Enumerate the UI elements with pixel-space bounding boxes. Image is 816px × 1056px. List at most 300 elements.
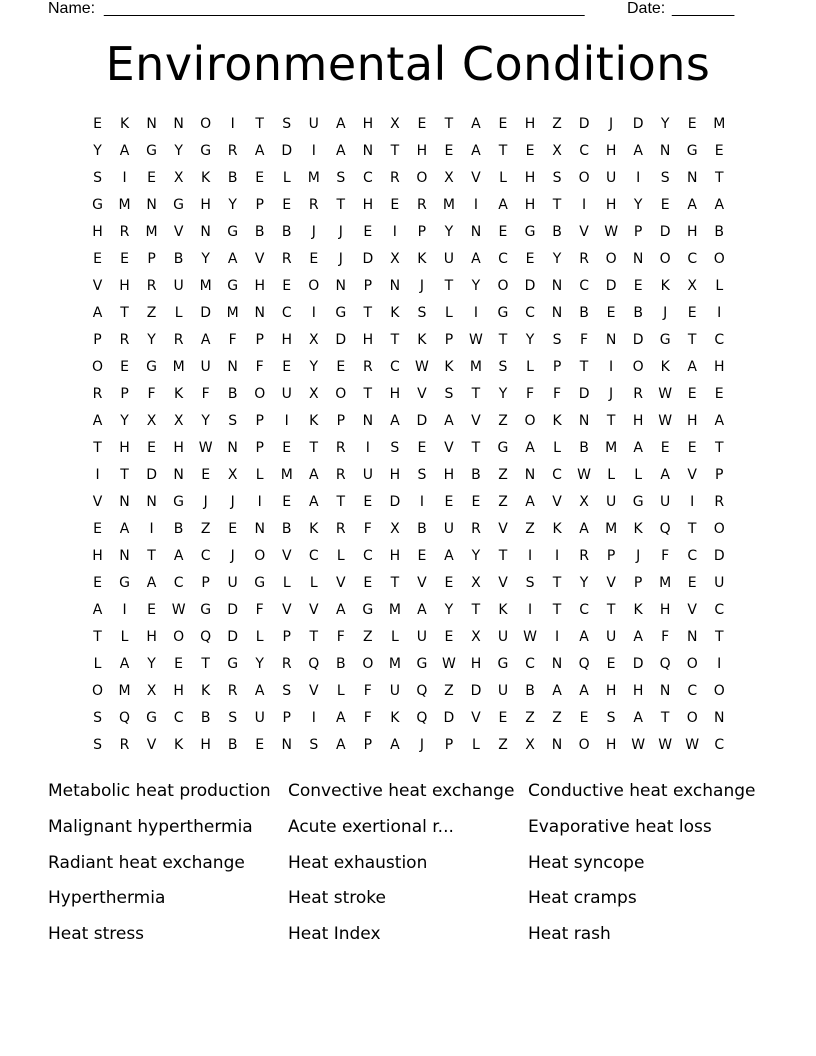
grid-letter[interactable]: Z: [525, 710, 535, 726]
grid-letter[interactable]: B: [471, 467, 481, 483]
grid-letter[interactable]: H: [119, 440, 130, 456]
grid-letter[interactable]: S: [444, 386, 454, 402]
grid-letter[interactable]: B: [227, 170, 238, 186]
grid-letter[interactable]: A: [579, 683, 589, 699]
grid-letter[interactable]: N: [713, 710, 725, 726]
grid-letter[interactable]: U: [308, 116, 319, 132]
grid-letter[interactable]: J: [230, 494, 235, 510]
grid-letter[interactable]: E: [363, 575, 373, 591]
grid-letter[interactable]: C: [362, 170, 373, 186]
grid-letter[interactable]: M: [388, 602, 401, 618]
grid-letter[interactable]: W: [658, 737, 673, 753]
grid-letter[interactable]: F: [201, 386, 210, 402]
grid-letter[interactable]: U: [254, 710, 265, 726]
grid-letter[interactable]: L: [255, 629, 264, 645]
grid-letter[interactable]: N: [119, 494, 130, 510]
grid-letter[interactable]: T: [498, 143, 508, 159]
grid-letter[interactable]: K: [174, 386, 184, 402]
grid-letter[interactable]: H: [632, 413, 644, 429]
grid-letter[interactable]: H: [686, 224, 698, 240]
grid-letter[interactable]: U: [443, 521, 455, 537]
grid-letter[interactable]: R: [335, 440, 346, 456]
grid-letter[interactable]: L: [390, 629, 399, 645]
grid-letter[interactable]: G: [227, 656, 239, 672]
grid-letter[interactable]: X: [227, 467, 238, 483]
grid-letter[interactable]: M: [280, 467, 293, 483]
grid-letter[interactable]: A: [119, 143, 130, 159]
grid-letter[interactable]: O: [659, 251, 671, 267]
grid-letter[interactable]: H: [173, 683, 184, 699]
grid-letter[interactable]: M: [605, 521, 618, 537]
grid-letter[interactable]: O: [605, 251, 617, 267]
grid-letter[interactable]: A: [417, 602, 427, 618]
grid-letter[interactable]: T: [687, 332, 697, 348]
grid-letter[interactable]: V: [417, 575, 427, 591]
grid-letter[interactable]: I: [149, 521, 154, 537]
grid-letter[interactable]: E: [687, 305, 697, 321]
grid-letter[interactable]: C: [281, 305, 292, 321]
grid-letter[interactable]: B: [417, 521, 427, 537]
grid-letter[interactable]: C: [498, 251, 508, 267]
grid-letter[interactable]: N: [605, 332, 617, 348]
grid-letter[interactable]: G: [146, 359, 157, 375]
grid-letter[interactable]: U: [605, 629, 617, 645]
grid-letter[interactable]: K: [119, 116, 130, 132]
grid-letter[interactable]: E: [606, 656, 616, 672]
grid-letter[interactable]: V: [498, 575, 508, 591]
grid-letter[interactable]: U: [227, 575, 238, 591]
grid-letter[interactable]: U: [416, 629, 428, 645]
grid-letter[interactable]: I: [122, 170, 127, 186]
grid-letter[interactable]: A: [687, 359, 697, 375]
grid-letter[interactable]: N: [227, 359, 238, 375]
grid-letter[interactable]: O: [254, 386, 266, 402]
grid-letter[interactable]: T: [552, 197, 562, 213]
grid-letter[interactable]: S: [93, 737, 102, 753]
grid-letter[interactable]: A: [444, 548, 454, 564]
grid-letter[interactable]: R: [714, 494, 725, 510]
grid-letter[interactable]: E: [147, 440, 156, 456]
grid-letter[interactable]: C: [525, 305, 535, 321]
grid-letter[interactable]: B: [714, 224, 725, 240]
grid-letter[interactable]: N: [659, 683, 671, 699]
grid-letter[interactable]: O: [92, 683, 104, 699]
grid-letter[interactable]: O: [686, 710, 698, 726]
grid-letter[interactable]: I: [554, 629, 560, 645]
grid-letter[interactable]: H: [605, 143, 617, 159]
grid-letter[interactable]: Y: [255, 656, 264, 672]
grid-letter[interactable]: N: [524, 467, 536, 483]
grid-letter[interactable]: I: [473, 305, 479, 321]
grid-letter[interactable]: E: [282, 494, 292, 510]
grid-letter[interactable]: O: [713, 683, 725, 699]
grid-letter[interactable]: R: [119, 224, 130, 240]
grid-letter[interactable]: I: [636, 170, 641, 186]
grid-letter[interactable]: A: [633, 629, 643, 645]
grid-letter[interactable]: O: [335, 386, 347, 402]
grid-letter[interactable]: D: [578, 116, 590, 132]
grid-letter[interactable]: K: [390, 710, 400, 726]
grid-letter[interactable]: I: [284, 413, 289, 429]
grid-letter[interactable]: N: [254, 305, 265, 321]
grid-letter[interactable]: G: [524, 224, 536, 240]
grid-letter[interactable]: Y: [147, 332, 156, 348]
grid-letter[interactable]: Y: [201, 251, 210, 267]
grid-letter[interactable]: F: [363, 683, 372, 699]
grid-letter[interactable]: A: [390, 413, 400, 429]
grid-letter[interactable]: R: [227, 143, 238, 159]
grid-letter[interactable]: E: [93, 116, 102, 132]
grid-letter[interactable]: E: [282, 440, 292, 456]
grid-letter[interactable]: K: [552, 521, 562, 537]
grid-letter[interactable]: E: [660, 440, 670, 456]
grid-letter[interactable]: E: [471, 494, 481, 510]
grid-letter[interactable]: X: [444, 170, 454, 186]
grid-letter[interactable]: H: [632, 683, 644, 699]
grid-letter[interactable]: R: [227, 683, 238, 699]
grid-letter[interactable]: X: [390, 251, 400, 267]
grid-letter[interactable]: W: [469, 332, 483, 348]
grid-letter[interactable]: X: [390, 116, 400, 132]
grid-letter[interactable]: D: [632, 116, 644, 132]
grid-letter[interactable]: P: [201, 575, 210, 591]
grid-letter[interactable]: P: [120, 386, 129, 402]
grid-letter[interactable]: S: [390, 440, 400, 456]
grid-letter[interactable]: H: [524, 116, 536, 132]
grid-letter[interactable]: B: [633, 305, 643, 321]
grid-letter[interactable]: V: [471, 170, 481, 186]
grid-letter[interactable]: Q: [119, 710, 131, 726]
grid-letter[interactable]: H: [362, 197, 374, 213]
grid-letter[interactable]: T: [390, 332, 400, 348]
grid-letter[interactable]: M: [307, 170, 320, 186]
grid-letter[interactable]: E: [93, 575, 102, 591]
grid-letter[interactable]: T: [714, 629, 724, 645]
grid-letter[interactable]: A: [714, 197, 725, 213]
grid-letter[interactable]: C: [579, 278, 589, 294]
grid-letter[interactable]: I: [717, 305, 722, 321]
grid-letter[interactable]: T: [201, 656, 210, 672]
grid-letter[interactable]: A: [714, 413, 725, 429]
grid-letter[interactable]: H: [605, 197, 617, 213]
grid-letter[interactable]: W: [414, 359, 429, 375]
grid-letter[interactable]: K: [417, 332, 427, 348]
grid-letter[interactable]: G: [497, 305, 509, 321]
grid-letter[interactable]: F: [525, 386, 535, 402]
grid-letter[interactable]: R: [119, 737, 130, 753]
grid-letter[interactable]: T: [444, 116, 454, 132]
grid-letter[interactable]: E: [363, 494, 373, 510]
grid-letter[interactable]: B: [552, 224, 562, 240]
grid-letter[interactable]: K: [633, 521, 643, 537]
grid-letter[interactable]: X: [471, 629, 481, 645]
grid-letter[interactable]: C: [308, 548, 319, 564]
grid-letter[interactable]: A: [390, 737, 400, 753]
grid-letter[interactable]: L: [634, 467, 643, 483]
grid-letter[interactable]: X: [146, 683, 157, 699]
grid-letter[interactable]: N: [335, 278, 347, 294]
grid-letter[interactable]: P: [255, 413, 264, 429]
grid-letter[interactable]: T: [714, 440, 724, 456]
grid-letter[interactable]: P: [93, 332, 102, 348]
grid-letter[interactable]: L: [715, 278, 724, 294]
grid-letter[interactable]: L: [174, 305, 183, 321]
grid-letter[interactable]: W: [171, 602, 186, 618]
grid-letter[interactable]: S: [336, 170, 346, 186]
grid-letter[interactable]: D: [632, 332, 644, 348]
grid-letter[interactable]: Y: [471, 278, 481, 294]
grid-letter[interactable]: E: [147, 602, 156, 618]
grid-letter[interactable]: F: [661, 548, 670, 564]
grid-letter[interactable]: N: [659, 143, 671, 159]
grid-letter[interactable]: U: [200, 359, 211, 375]
grid-letter[interactable]: G: [659, 332, 671, 348]
grid-letter[interactable]: X: [390, 521, 400, 537]
grid-letter[interactable]: R: [633, 386, 643, 402]
grid-letter[interactable]: D: [524, 278, 536, 294]
grid-letter[interactable]: U: [497, 683, 509, 699]
grid-letter[interactable]: S: [228, 710, 238, 726]
grid-letter[interactable]: Y: [201, 413, 210, 429]
grid-letter[interactable]: L: [93, 656, 102, 672]
grid-letter[interactable]: O: [308, 278, 320, 294]
grid-letter[interactable]: N: [362, 143, 374, 159]
grid-letter[interactable]: T: [390, 575, 400, 591]
grid-letter[interactable]: E: [282, 359, 292, 375]
grid-letter[interactable]: T: [498, 332, 508, 348]
grid-letter[interactable]: A: [633, 143, 643, 159]
grid-letter[interactable]: C: [173, 575, 184, 591]
grid-letter[interactable]: J: [338, 224, 343, 240]
grid-letter[interactable]: M: [713, 116, 726, 132]
grid-letter[interactable]: U: [714, 575, 725, 591]
grid-letter[interactable]: L: [309, 575, 318, 591]
grid-letter[interactable]: L: [282, 170, 291, 186]
grid-letter[interactable]: H: [281, 332, 292, 348]
grid-letter[interactable]: G: [497, 656, 509, 672]
grid-letter[interactable]: O: [578, 170, 590, 186]
grid-letter[interactable]: N: [578, 413, 590, 429]
grid-letter[interactable]: B: [227, 737, 238, 753]
grid-letter[interactable]: Y: [579, 575, 589, 591]
grid-letter[interactable]: I: [257, 494, 262, 510]
grid-letter[interactable]: J: [609, 116, 614, 132]
grid-letter[interactable]: Y: [120, 413, 129, 429]
grid-letter[interactable]: A: [119, 521, 130, 537]
grid-letter[interactable]: H: [713, 359, 725, 375]
grid-letter[interactable]: O: [92, 359, 104, 375]
grid-letter[interactable]: N: [200, 224, 211, 240]
grid-letter[interactable]: E: [255, 737, 265, 753]
grid-letter[interactable]: D: [659, 224, 671, 240]
grid-letter[interactable]: N: [551, 278, 563, 294]
grid-letter[interactable]: T: [552, 575, 562, 591]
grid-letter[interactable]: C: [687, 548, 698, 564]
grid-letter[interactable]: U: [605, 170, 617, 186]
grid-letter[interactable]: U: [173, 278, 184, 294]
grid-letter[interactable]: O: [173, 629, 185, 645]
grid-letter[interactable]: G: [227, 224, 239, 240]
grid-letter[interactable]: V: [92, 494, 103, 510]
grid-letter[interactable]: Z: [146, 305, 157, 321]
grid-letter[interactable]: Z: [200, 521, 211, 537]
grid-letter[interactable]: V: [579, 224, 589, 240]
grid-letter[interactable]: N: [551, 305, 563, 321]
grid-letter[interactable]: E: [579, 710, 589, 726]
grid-letter[interactable]: L: [336, 683, 345, 699]
grid-letter[interactable]: A: [687, 197, 697, 213]
grid-letter[interactable]: B: [173, 251, 184, 267]
grid-letter[interactable]: I: [311, 710, 316, 726]
grid-letter[interactable]: R: [146, 278, 157, 294]
grid-letter[interactable]: E: [606, 305, 616, 321]
grid-letter[interactable]: M: [172, 359, 185, 375]
grid-letter[interactable]: T: [687, 521, 697, 537]
grid-letter[interactable]: A: [444, 413, 454, 429]
grid-letter[interactable]: G: [416, 656, 428, 672]
grid-letter[interactable]: Z: [552, 116, 562, 132]
grid-letter[interactable]: U: [389, 683, 400, 699]
grid-letter[interactable]: A: [660, 467, 670, 483]
grid-letter[interactable]: W: [198, 440, 213, 456]
grid-letter[interactable]: L: [526, 359, 534, 375]
grid-letter[interactable]: S: [417, 305, 427, 321]
grid-letter[interactable]: A: [254, 143, 265, 159]
grid-letter[interactable]: H: [146, 629, 157, 645]
grid-letter[interactable]: T: [390, 143, 400, 159]
grid-letter[interactable]: O: [524, 413, 536, 429]
grid-letter[interactable]: E: [498, 116, 508, 132]
grid-letter[interactable]: N: [173, 116, 184, 132]
grid-letter[interactable]: E: [498, 710, 508, 726]
grid-letter[interactable]: V: [687, 602, 697, 618]
grid-letter[interactable]: P: [363, 278, 373, 294]
grid-letter[interactable]: A: [633, 710, 643, 726]
grid-letter[interactable]: G: [146, 710, 157, 726]
grid-letter[interactable]: P: [633, 224, 643, 240]
grid-letter[interactable]: T: [147, 548, 156, 564]
grid-letter[interactable]: Q: [416, 710, 428, 726]
grid-letter[interactable]: N: [389, 278, 401, 294]
grid-letter[interactable]: V: [444, 440, 454, 456]
grid-letter[interactable]: K: [498, 602, 508, 618]
grid-letter[interactable]: Y: [228, 197, 237, 213]
grid-letter[interactable]: E: [363, 224, 373, 240]
grid-letter[interactable]: P: [606, 548, 616, 564]
grid-letter[interactable]: Y: [444, 602, 454, 618]
grid-letter[interactable]: I: [690, 494, 695, 510]
grid-letter[interactable]: A: [92, 305, 103, 321]
grid-letter[interactable]: D: [389, 494, 401, 510]
grid-letter[interactable]: B: [200, 710, 211, 726]
grid-letter[interactable]: A: [336, 737, 346, 753]
grid-letter[interactable]: O: [362, 656, 374, 672]
grid-letter[interactable]: C: [714, 602, 725, 618]
grid-letter[interactable]: A: [633, 440, 643, 456]
grid-letter[interactable]: F: [661, 629, 670, 645]
grid-letter[interactable]: A: [336, 143, 346, 159]
grid-letter[interactable]: W: [442, 656, 456, 672]
grid-letter[interactable]: S: [282, 683, 292, 699]
grid-letter[interactable]: B: [173, 521, 184, 537]
grid-letter[interactable]: T: [552, 602, 562, 618]
grid-letter[interactable]: A: [471, 143, 481, 159]
grid-letter[interactable]: E: [444, 494, 454, 510]
grid-letter[interactable]: S: [552, 332, 562, 348]
grid-letter[interactable]: V: [92, 278, 103, 294]
grid-letter[interactable]: Z: [498, 413, 508, 429]
grid-letter[interactable]: B: [579, 440, 589, 456]
grid-letter[interactable]: U: [443, 251, 455, 267]
grid-letter[interactable]: C: [525, 656, 535, 672]
grid-letter[interactable]: X: [308, 332, 319, 348]
grid-letter[interactable]: W: [685, 737, 700, 753]
grid-letter[interactable]: Y: [309, 359, 319, 375]
grid-letter[interactable]: P: [444, 737, 454, 753]
grid-letter[interactable]: A: [92, 602, 103, 618]
grid-letter[interactable]: A: [471, 251, 481, 267]
grid-letter[interactable]: H: [254, 278, 265, 294]
grid-letter[interactable]: D: [416, 413, 428, 429]
grid-letter[interactable]: P: [255, 197, 264, 213]
grid-letter[interactable]: E: [633, 278, 643, 294]
grid-letter[interactable]: I: [717, 656, 722, 672]
grid-letter[interactable]: E: [714, 386, 724, 402]
grid-letter[interactable]: Z: [498, 737, 508, 753]
grid-letter[interactable]: T: [606, 602, 616, 618]
grid-letter[interactable]: D: [200, 305, 212, 321]
grid-letter[interactable]: X: [146, 413, 157, 429]
grid-letter[interactable]: S: [282, 116, 292, 132]
grid-letter[interactable]: D: [281, 143, 293, 159]
grid-letter[interactable]: R: [579, 251, 589, 267]
grid-letter[interactable]: P: [417, 224, 427, 240]
grid-letter[interactable]: E: [525, 143, 535, 159]
grid-letter[interactable]: K: [552, 413, 562, 429]
grid-letter[interactable]: Y: [147, 656, 156, 672]
grid-letter[interactable]: P: [282, 629, 291, 645]
grid-letter[interactable]: X: [173, 413, 184, 429]
grid-letter[interactable]: S: [498, 359, 508, 375]
grid-letter[interactable]: N: [686, 170, 698, 186]
grid-letter[interactable]: J: [419, 737, 424, 753]
grid-letter[interactable]: A: [254, 683, 265, 699]
grid-letter[interactable]: F: [336, 629, 345, 645]
grid-letter[interactable]: I: [311, 305, 316, 321]
grid-letter[interactable]: T: [120, 305, 129, 321]
grid-letter[interactable]: X: [579, 494, 589, 510]
grid-letter[interactable]: V: [308, 602, 319, 618]
grid-letter[interactable]: P: [715, 467, 724, 483]
grid-letter[interactable]: T: [714, 170, 724, 186]
grid-letter[interactable]: I: [122, 602, 127, 618]
grid-letter[interactable]: A: [498, 197, 508, 213]
grid-letter[interactable]: Y: [93, 143, 102, 159]
grid-letter[interactable]: L: [120, 629, 129, 645]
grid-letter[interactable]: F: [363, 710, 372, 726]
grid-letter[interactable]: X: [552, 143, 562, 159]
grid-letter[interactable]: Y: [552, 251, 562, 267]
grid-letter[interactable]: Q: [659, 656, 671, 672]
grid-letter[interactable]: B: [579, 305, 589, 321]
grid-letter[interactable]: E: [228, 521, 238, 537]
grid-letter[interactable]: T: [363, 305, 373, 321]
grid-letter[interactable]: R: [281, 656, 292, 672]
grid-letter[interactable]: N: [146, 494, 157, 510]
grid-letter[interactable]: M: [199, 278, 212, 294]
grid-letter[interactable]: I: [527, 548, 533, 564]
grid-letter[interactable]: M: [226, 305, 239, 321]
